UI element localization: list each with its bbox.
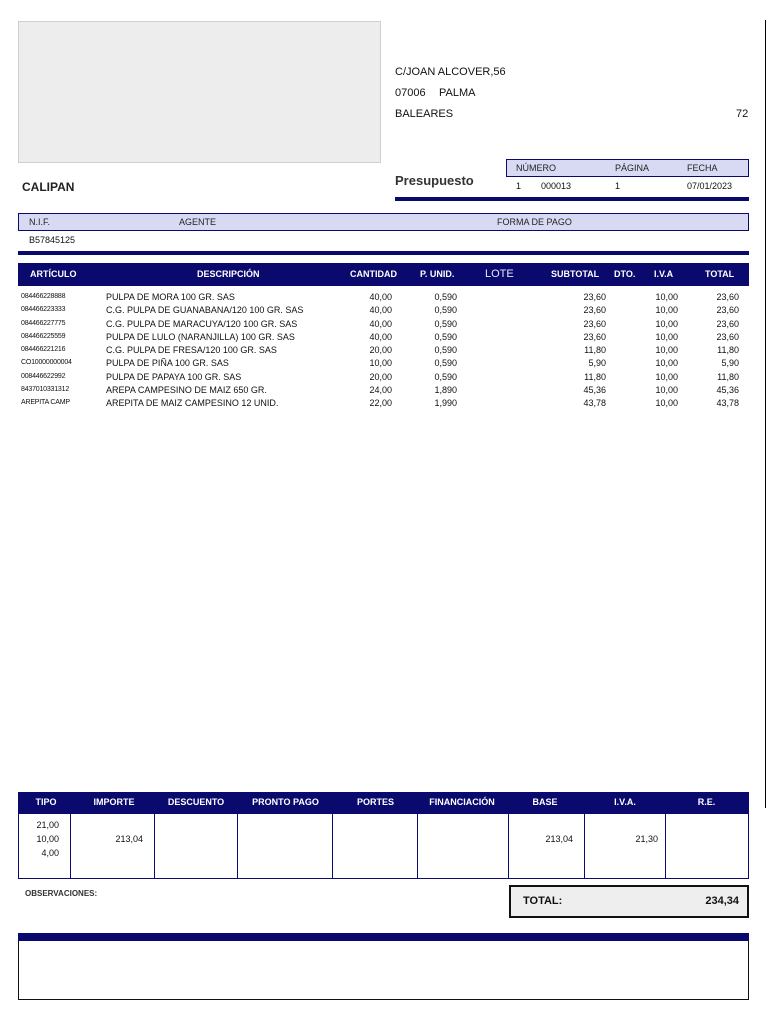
tot-col-descuento: DESCUENTO bbox=[167, 797, 225, 807]
client-header bbox=[18, 213, 749, 231]
row-subtotal: 45,36 bbox=[583, 385, 606, 396]
meta-page: 1 bbox=[615, 181, 621, 191]
row-iva: 10,00 bbox=[655, 358, 678, 369]
grand-total-label: TOTAL: bbox=[523, 895, 563, 907]
row-subtotal: 11,80 bbox=[584, 345, 606, 356]
row-code: AREPITA CAMP bbox=[21, 399, 70, 407]
row-total: 11,80 bbox=[717, 345, 739, 356]
footer-bar bbox=[18, 933, 749, 941]
margin-rule bbox=[765, 20, 766, 808]
col-total: TOTAL bbox=[705, 269, 735, 279]
table-row bbox=[18, 372, 749, 385]
tot-col-portes: PORTES bbox=[356, 797, 394, 807]
section-divider bbox=[18, 251, 749, 255]
footer-box bbox=[18, 941, 749, 1000]
col-subtotal: SUBTOTAL bbox=[551, 269, 600, 279]
logo-placeholder bbox=[18, 21, 381, 163]
totals-table-body bbox=[18, 813, 749, 879]
row-description: PULPA DE LULO (NARANJILLA) 100 GR. SAS bbox=[106, 331, 295, 342]
row-iva: 10,00 bbox=[655, 318, 678, 329]
tot-cell-iva bbox=[584, 814, 666, 878]
table-row bbox=[18, 385, 749, 398]
table-row bbox=[18, 305, 749, 318]
row-code: 084466221216 bbox=[21, 346, 66, 354]
row-subtotal: 23,60 bbox=[583, 305, 606, 316]
tot-cell-pronto-pago bbox=[237, 814, 333, 878]
row-code: 084466228888 bbox=[21, 293, 66, 300]
row-unit-price: 1,990 bbox=[434, 398, 457, 409]
tot-col-re: R.E. bbox=[697, 797, 716, 807]
row-description: AREPITA DE MAIZ CAMPESINO 12 UNID. bbox=[106, 398, 279, 409]
row-code: 008446622992 bbox=[21, 372, 66, 380]
row-total: 23,60 bbox=[716, 305, 739, 316]
row-total: 23,60 bbox=[716, 331, 739, 342]
lines-table-header bbox=[18, 263, 749, 286]
row-qty: 40,00 bbox=[369, 305, 392, 316]
base-value: 213,04 bbox=[545, 834, 573, 844]
row-iva: 10,00 bbox=[655, 292, 678, 302]
nif-label: N.I.F. bbox=[29, 217, 51, 227]
tot-col-pronto-pago: PRONTO PAGO bbox=[252, 797, 319, 807]
table-row bbox=[18, 332, 749, 345]
row-unit-price: 0,590 bbox=[434, 318, 457, 329]
row-qty: 20,00 bbox=[369, 371, 392, 382]
province: BALEARES bbox=[395, 108, 454, 120]
meta-date: 07/01/2023 bbox=[687, 181, 733, 191]
row-total: 23,60 bbox=[716, 318, 739, 329]
row-subtotal: 23,60 bbox=[583, 292, 606, 302]
row-subtotal: 23,60 bbox=[583, 318, 606, 329]
lines-table-body bbox=[18, 292, 749, 412]
row-code: CO10000000004 bbox=[21, 359, 72, 367]
meta-number: 000013 bbox=[541, 181, 572, 191]
tot-cell-tipo bbox=[19, 814, 71, 878]
table-row bbox=[18, 319, 749, 332]
row-description: C.G. PULPA DE FRESA/120 100 GR. SAS bbox=[106, 345, 277, 356]
totals-table-header bbox=[18, 792, 749, 813]
row-qty: 40,00 bbox=[369, 318, 392, 329]
meta-page-label: PÁGINA bbox=[615, 163, 650, 173]
row-description: AREPA CAMPESINO DE MAIZ 650 GR. bbox=[106, 385, 267, 396]
client-code: 72 bbox=[736, 108, 749, 120]
col-lote: LOTE bbox=[485, 268, 514, 280]
col-precio-unidad: P. UNID. bbox=[420, 269, 455, 279]
city: PALMA bbox=[439, 87, 476, 99]
row-total: 11,80 bbox=[717, 371, 739, 382]
observations-label: OBSERVACIONES: bbox=[25, 889, 98, 898]
row-iva: 10,00 bbox=[655, 345, 678, 356]
document-meta-header bbox=[506, 159, 749, 177]
row-subtotal: 11,80 bbox=[584, 371, 606, 382]
row-iva: 10,00 bbox=[655, 398, 678, 409]
iva-value: 21,30 bbox=[635, 834, 658, 844]
row-qty: 40,00 bbox=[369, 331, 392, 342]
row-subtotal: 43,78 bbox=[583, 398, 606, 409]
col-descripcion: DESCRIPCIÓN bbox=[197, 269, 260, 279]
tot-cell-importe bbox=[70, 814, 155, 878]
meta-date-label: FECHA bbox=[687, 163, 718, 173]
address-line1: C/JOAN ALCOVER,56 bbox=[395, 66, 506, 78]
meta-number-label: NÚMERO bbox=[516, 163, 556, 173]
row-qty: 20,00 bbox=[369, 345, 392, 356]
company-name: CALIPAN bbox=[22, 180, 75, 194]
col-dto: DTO. bbox=[614, 269, 636, 279]
row-description: C.G. PULPA DE MARACUYA/120 100 GR. SAS bbox=[106, 318, 298, 329]
meta-divider bbox=[395, 197, 749, 201]
nif-value: B57845125 bbox=[29, 235, 76, 245]
tot-cell-portes bbox=[332, 814, 418, 878]
table-row bbox=[18, 345, 749, 358]
row-unit-price: 1,890 bbox=[434, 385, 457, 396]
grand-total-value: 234,34 bbox=[705, 895, 739, 907]
row-qty: 40,00 bbox=[369, 292, 392, 302]
row-unit-price: 0,590 bbox=[434, 371, 457, 382]
row-code: 084466227775 bbox=[21, 319, 66, 327]
document-type: Presupuesto bbox=[395, 173, 474, 188]
meta-series: 1 bbox=[516, 181, 522, 191]
row-iva: 10,00 bbox=[655, 305, 678, 316]
agent-label: AGENTE bbox=[179, 217, 217, 227]
row-code: 084466225559 bbox=[21, 332, 66, 340]
row-total: 23,60 bbox=[716, 292, 739, 302]
row-code: 8437010331312 bbox=[21, 386, 70, 394]
row-iva: 10,00 bbox=[655, 371, 678, 382]
table-row bbox=[18, 398, 749, 411]
tipo-value: 4,00 bbox=[41, 848, 59, 858]
postal-code: 07006 bbox=[395, 87, 426, 99]
tipo-value: 10,00 bbox=[36, 834, 59, 844]
importe-value: 213,04 bbox=[115, 834, 143, 844]
row-iva: 10,00 bbox=[655, 385, 678, 396]
row-subtotal: 23,60 bbox=[583, 331, 606, 342]
grand-total-box bbox=[509, 885, 749, 918]
document-meta-values bbox=[506, 178, 749, 192]
row-total: 5,90 bbox=[721, 358, 739, 369]
tot-col-financiacion: FINANCIACIÓN bbox=[429, 797, 495, 807]
table-row bbox=[18, 292, 749, 305]
row-description: PULPA DE PAPAYA 100 GR. SAS bbox=[106, 371, 242, 382]
tot-col-base: BASE bbox=[532, 797, 558, 807]
payment-label: FORMA DE PAGO bbox=[497, 217, 572, 227]
row-iva: 10,00 bbox=[655, 331, 678, 342]
row-qty: 10,00 bbox=[369, 358, 392, 369]
row-qty: 22,00 bbox=[369, 398, 392, 409]
row-description: PULPA DE MORA 100 GR. SAS bbox=[106, 292, 235, 302]
row-qty: 24,00 bbox=[369, 385, 392, 396]
row-total: 43,78 bbox=[716, 398, 739, 409]
tot-col-iva: I.V.A. bbox=[614, 797, 636, 807]
tot-cell-base bbox=[508, 814, 585, 878]
row-unit-price: 0,590 bbox=[434, 305, 457, 316]
row-total: 45,36 bbox=[716, 385, 739, 396]
tot-cell-financiacion bbox=[417, 814, 509, 878]
row-unit-price: 0,590 bbox=[434, 358, 457, 369]
tipo-value: 21,00 bbox=[36, 820, 59, 830]
row-unit-price: 0,590 bbox=[434, 292, 457, 302]
table-row bbox=[18, 358, 749, 371]
tot-col-importe: IMPORTE bbox=[93, 797, 135, 807]
col-articulo: ARTÍCULO bbox=[30, 269, 77, 279]
tot-cell-descuento bbox=[154, 814, 238, 878]
col-cantidad: CANTIDAD bbox=[350, 269, 397, 279]
col-iva: I.V.A bbox=[654, 269, 674, 279]
row-code: 084466223333 bbox=[21, 306, 66, 314]
row-unit-price: 0,590 bbox=[434, 345, 457, 356]
row-unit-price: 0,590 bbox=[434, 331, 457, 342]
tot-col-tipo: TIPO bbox=[35, 797, 57, 807]
row-description: PULPA DE PIÑA 100 GR. SAS bbox=[106, 358, 229, 369]
row-subtotal: 5,90 bbox=[588, 358, 606, 369]
row-description: C.G. PULPA DE GUANABANA/120 100 GR. SAS bbox=[106, 305, 304, 316]
